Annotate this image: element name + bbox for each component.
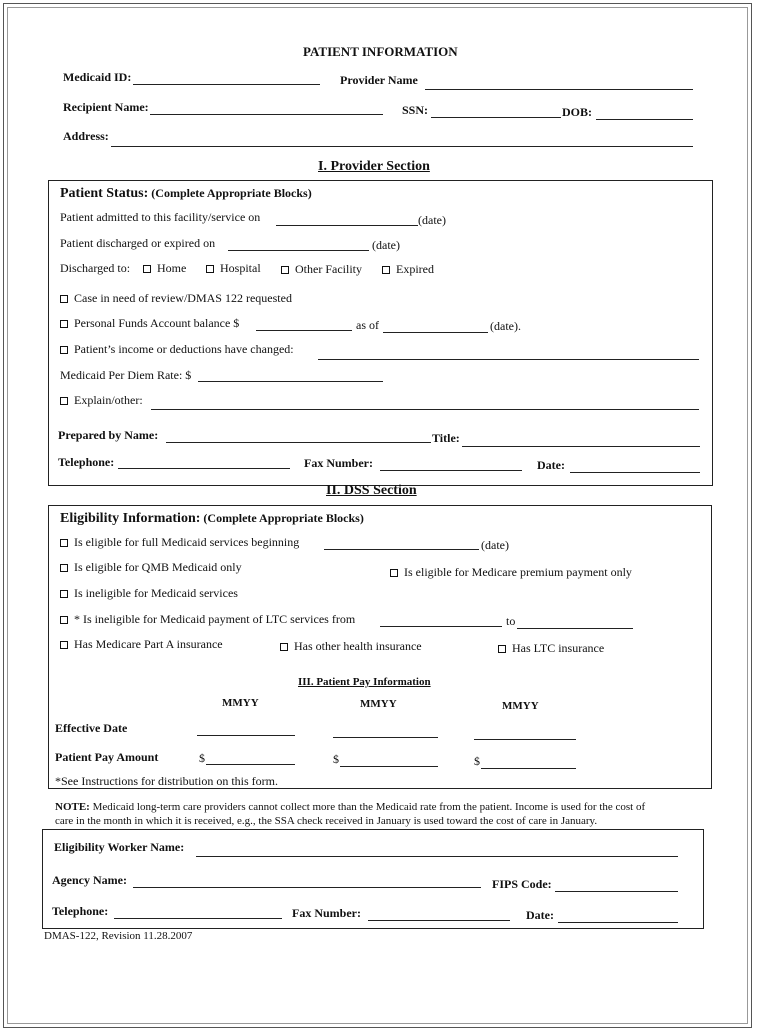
ltc-from-field[interactable] [380, 626, 502, 627]
review-label: Case in need of review/DMAS 122 requested [74, 291, 292, 305]
income-label: Patient’s income or deductions have changed: [74, 342, 294, 356]
checkbox-icon [60, 539, 68, 547]
checkbox-icon [60, 346, 68, 354]
dob-field[interactable] [596, 119, 693, 120]
dollar-sign-2: $ [333, 752, 339, 766]
agency-name-field[interactable] [133, 887, 481, 888]
admitted-date-label: (date) [418, 213, 446, 227]
worker-fax-label: Fax Number: [292, 906, 361, 920]
ltc-to-field[interactable] [517, 628, 633, 629]
note-line-1: NOTE: Medicaid long-term care providers cannot collect more than the Medicaid rate from the patient. Income is used for the cost of [55, 801, 646, 813]
checkbox-income[interactable] [60, 342, 294, 356]
recipient-name-field[interactable] [150, 114, 383, 115]
provider-fax-field[interactable] [380, 470, 522, 471]
checkbox-full-medicaid[interactable] [60, 535, 299, 549]
pay-amount-field-2[interactable] [340, 766, 438, 767]
provider-name-label: Provider Name [340, 73, 418, 87]
dollar-sign-3: $ [474, 754, 480, 768]
medicare-premium-label: Is eligible for Medicare premium payment only [404, 565, 632, 579]
explain-label: Explain/other: [74, 393, 143, 407]
worker-name-field[interactable] [196, 856, 678, 857]
dss-section-heading: II. DSS Section [326, 483, 417, 498]
explain-field[interactable] [151, 409, 699, 410]
provider-fax-label: Fax Number: [304, 456, 373, 470]
fips-code-field[interactable] [555, 891, 678, 892]
checkbox-other-health[interactable] [280, 639, 422, 653]
checkbox-expired[interactable] [382, 262, 434, 276]
checkbox-part-a[interactable] [60, 637, 223, 651]
checkbox-qmb[interactable] [60, 560, 242, 574]
checkbox-icon [498, 645, 506, 653]
funds-asof-label: as of [356, 318, 379, 332]
checkbox-icon [60, 320, 68, 328]
prepared-title-field[interactable] [462, 446, 700, 447]
ltc-insurance-label: Has LTC insurance [512, 641, 605, 655]
part-a-label: Has Medicare Part A insurance [74, 637, 223, 651]
note-line-2: care in the month in which it is received, e.g., the SSA check received in January is used toward the cost of care in January. [55, 815, 598, 827]
worker-date-label: Date: [526, 908, 554, 922]
mmyy-label-2: MMYY [360, 698, 397, 710]
mmyy-label-3: MMYY [502, 700, 539, 712]
checkbox-ltc-ineligible[interactable] [60, 612, 355, 626]
checkbox-icon [60, 590, 68, 598]
checkbox-ltc-insurance[interactable] [498, 641, 604, 655]
pay-amount-field-1[interactable] [206, 764, 295, 765]
checkbox-icon [60, 616, 68, 624]
checkbox-icon [382, 266, 390, 274]
provider-date-label: Date: [537, 458, 565, 472]
mmyy-label-1: MMYY [222, 697, 259, 709]
checkbox-icon [60, 564, 68, 572]
form-title: PATIENT INFORMATION [303, 44, 458, 59]
discharged-label: Patient discharged or expired on [60, 236, 216, 250]
address-field[interactable] [111, 146, 693, 147]
funds-label: Personal Funds Account balance $ [74, 316, 240, 330]
eligibility-heading: Eligibility Information: (Complete Appropriate Blocks) [60, 511, 364, 526]
checkbox-medicare-premium[interactable] [390, 565, 632, 579]
agency-name-label: Agency Name: [52, 873, 127, 887]
provider-telephone-label: Telephone: [58, 455, 115, 469]
discharged-to-label: Discharged to: [60, 261, 131, 275]
pay-amount-field-3[interactable] [481, 768, 576, 769]
checkbox-explain[interactable] [60, 393, 143, 407]
address-label: Address: [63, 129, 109, 143]
patient-status-heading: Patient Status: (Complete Appropriate Blocks) [60, 186, 312, 201]
effective-date-label: Effective Date [55, 721, 128, 735]
dob-label: DOB: [562, 105, 592, 119]
recipient-name-label: Recipient Name: [63, 100, 149, 114]
ineligible-label: Is ineligible for Medicaid services [74, 586, 238, 600]
checkbox-icon [206, 265, 214, 273]
checkbox-review[interactable] [60, 291, 292, 305]
checkbox-home[interactable] [143, 261, 186, 275]
checkbox-icon [281, 266, 289, 274]
pay-amount-label: Patient Pay Amount [55, 750, 159, 764]
full-medicaid-label: Is eligible for full Medicaid services beginning [74, 535, 300, 549]
checkbox-funds[interactable] [60, 316, 239, 330]
ltc-to-label: to [506, 614, 516, 628]
dollar-sign-1: $ [199, 751, 205, 765]
admitted-label: Patient admitted to this facility/service on [60, 210, 261, 224]
checkbox-icon [390, 569, 398, 577]
full-medicaid-date-label: (date) [481, 538, 509, 552]
medicaid-id-label: Medicaid ID: [63, 70, 132, 84]
ssn-field[interactable] [431, 117, 561, 118]
discharged-date-label: (date) [372, 238, 400, 252]
effective-date-field-1[interactable] [197, 735, 295, 736]
worker-fax-field[interactable] [368, 920, 510, 921]
discharged-date-field[interactable] [228, 250, 369, 251]
home-label: Home [157, 261, 187, 275]
other-facility-label: Other Facility [295, 262, 362, 276]
checkbox-ineligible[interactable] [60, 586, 238, 600]
instructions-note: *See Instructions for distribution on this form. [55, 774, 278, 788]
other-health-label: Has other health insurance [294, 639, 422, 653]
per-diem-label: Medicaid Per Diem Rate: $ [60, 368, 192, 382]
full-medicaid-date-field[interactable] [324, 549, 479, 550]
qmb-label: Is eligible for QMB Medicaid only [74, 560, 242, 574]
checkbox-icon [60, 641, 68, 649]
checkbox-hospital[interactable] [206, 261, 261, 275]
funds-balance-field[interactable] [256, 330, 352, 331]
checkbox-icon [60, 295, 68, 303]
ltc-ineligible-label: * Is ineligible for Medicaid payment of LTC services from [74, 612, 356, 626]
medicaid-id-field[interactable] [133, 84, 320, 85]
effective-date-field-3[interactable] [474, 739, 576, 740]
patient-pay-heading: III. Patient Pay Information [298, 676, 431, 688]
admitted-date-field[interactable] [276, 225, 418, 226]
effective-date-field-2[interactable] [333, 737, 438, 738]
fips-code-label: FIPS Code: [492, 877, 552, 891]
checkbox-icon [143, 265, 151, 273]
worker-date-field[interactable] [558, 922, 678, 923]
prepared-by-field[interactable] [166, 442, 431, 443]
expired-label: Expired [396, 262, 434, 276]
revision-footer: DMAS-122, Revision 11.28.2007 [44, 930, 193, 942]
worker-telephone-field[interactable] [114, 918, 282, 919]
checkbox-icon [60, 397, 68, 405]
checkbox-other-facility[interactable] [281, 262, 362, 276]
provider-date-field[interactable] [570, 472, 700, 473]
provider-name-field[interactable] [425, 89, 693, 90]
per-diem-field[interactable] [198, 381, 383, 382]
provider-telephone-field[interactable] [118, 468, 290, 469]
funds-date-label: (date). [490, 319, 521, 333]
ssn-label: SSN: [402, 103, 429, 117]
worker-telephone-label: Telephone: [52, 904, 109, 918]
prepared-by-label: Prepared by Name: [58, 428, 159, 442]
income-field[interactable] [318, 359, 699, 360]
provider-section-heading: I. Provider Section [318, 159, 430, 174]
funds-date-field[interactable] [383, 332, 488, 333]
prepared-title-label: Title: [432, 431, 460, 445]
worker-name-label: Eligibility Worker Name: [54, 840, 185, 854]
hospital-label: Hospital [220, 261, 261, 275]
checkbox-icon [280, 643, 288, 651]
